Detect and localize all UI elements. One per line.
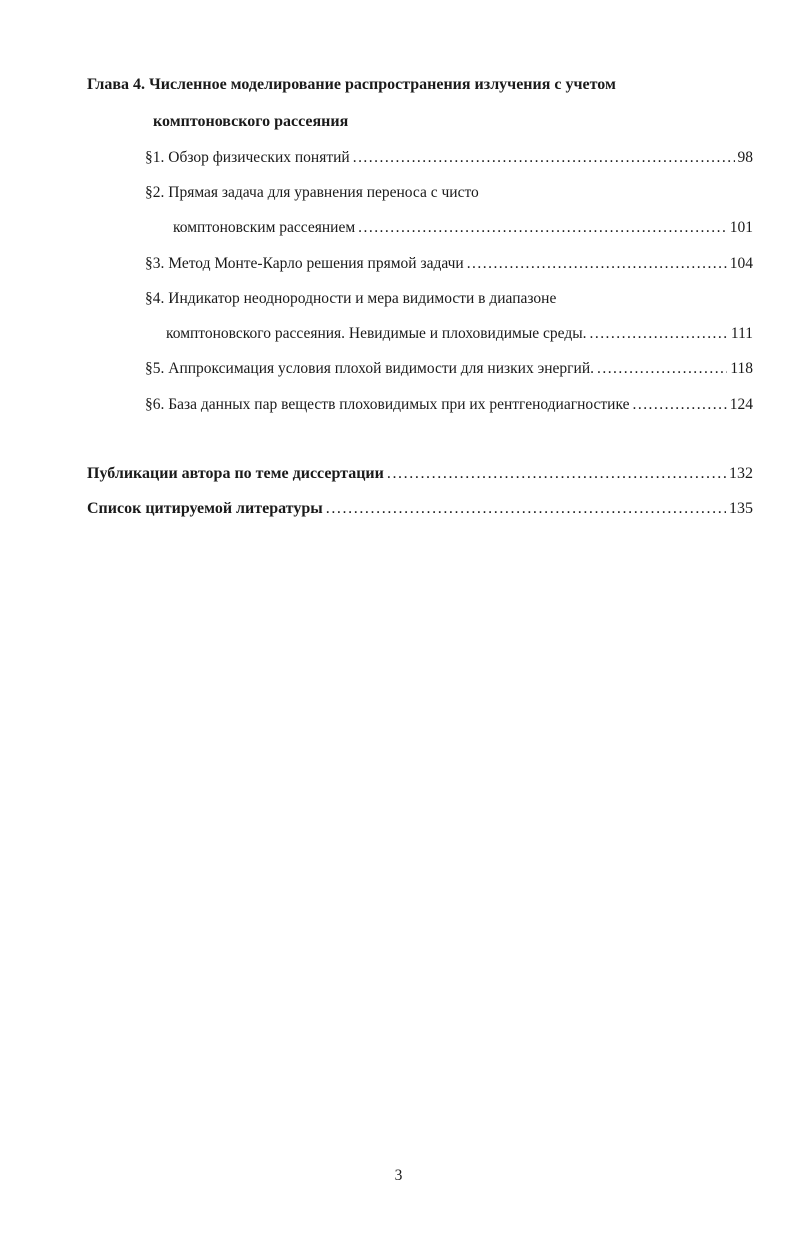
page-number: 3	[394, 1167, 403, 1184]
toc-entry-section-5[interactable]	[145, 360, 753, 378]
leader-dots	[467, 255, 727, 273]
toc-entry-text: §6. База данных пар веществ плоховидимых при их рентгенодиагностике	[145, 396, 630, 413]
toc-entry-section-3[interactable]	[145, 255, 753, 273]
toc-entry-section-4-line-1[interactable]: §4. Индикатор неоднородности и мера видимости в диапазоне	[145, 290, 557, 307]
chapter-title-line-1: Глава 4. Численное моделирование распространения излучения с учетом	[87, 76, 616, 93]
toc-entry-text: §1. Обзор физических понятий	[145, 149, 350, 166]
toc-entry-text: Список цитируемой литературы	[87, 500, 323, 517]
leader-dots	[597, 360, 727, 378]
leader-dots	[387, 465, 726, 483]
toc-page-number: 111	[730, 325, 753, 342]
toc-page-number: 135	[729, 500, 753, 517]
toc-page-number: 132	[729, 465, 753, 482]
toc-entry-section-2[interactable]	[173, 219, 753, 237]
leader-dots	[633, 396, 727, 414]
toc-entry-section-6[interactable]	[145, 396, 753, 414]
leader-dots	[358, 219, 727, 237]
leader-dots	[326, 500, 726, 518]
toc-page-number: 101	[729, 219, 753, 236]
toc-entry-text: комптоновским рассеянием	[173, 219, 356, 236]
leader-dots	[353, 149, 735, 167]
toc-entry-text: §5. Аппроксимация условия плохой видимости для низких энергий.	[145, 360, 594, 377]
leader-dots	[590, 325, 728, 343]
toc-entry-publications[interactable]	[87, 465, 753, 483]
toc-entry-text: Публикации автора по теме диссертации	[87, 465, 384, 482]
toc-page-number: 98	[737, 149, 753, 166]
toc-entry-section-1[interactable]	[145, 149, 753, 167]
toc-page-number: 118	[730, 360, 753, 377]
toc-page-number: 124	[729, 396, 753, 413]
toc-entry-references[interactable]	[87, 500, 753, 518]
toc-entry-section-4[interactable]	[166, 325, 753, 343]
toc-entry-text: комптоновского рассеяния. Невидимые и плоховидимые среды.	[166, 325, 587, 342]
toc-entry-section-2-line-1[interactable]: §2. Прямая задача для уравнения переноса с чисто	[145, 184, 479, 201]
toc-entry-text: §3. Метод Монте-Карло решения прямой задачи	[145, 255, 464, 272]
chapter-title-line-2: комптоновского рассеяния	[153, 113, 349, 130]
toc-page-number: 104	[729, 255, 753, 272]
